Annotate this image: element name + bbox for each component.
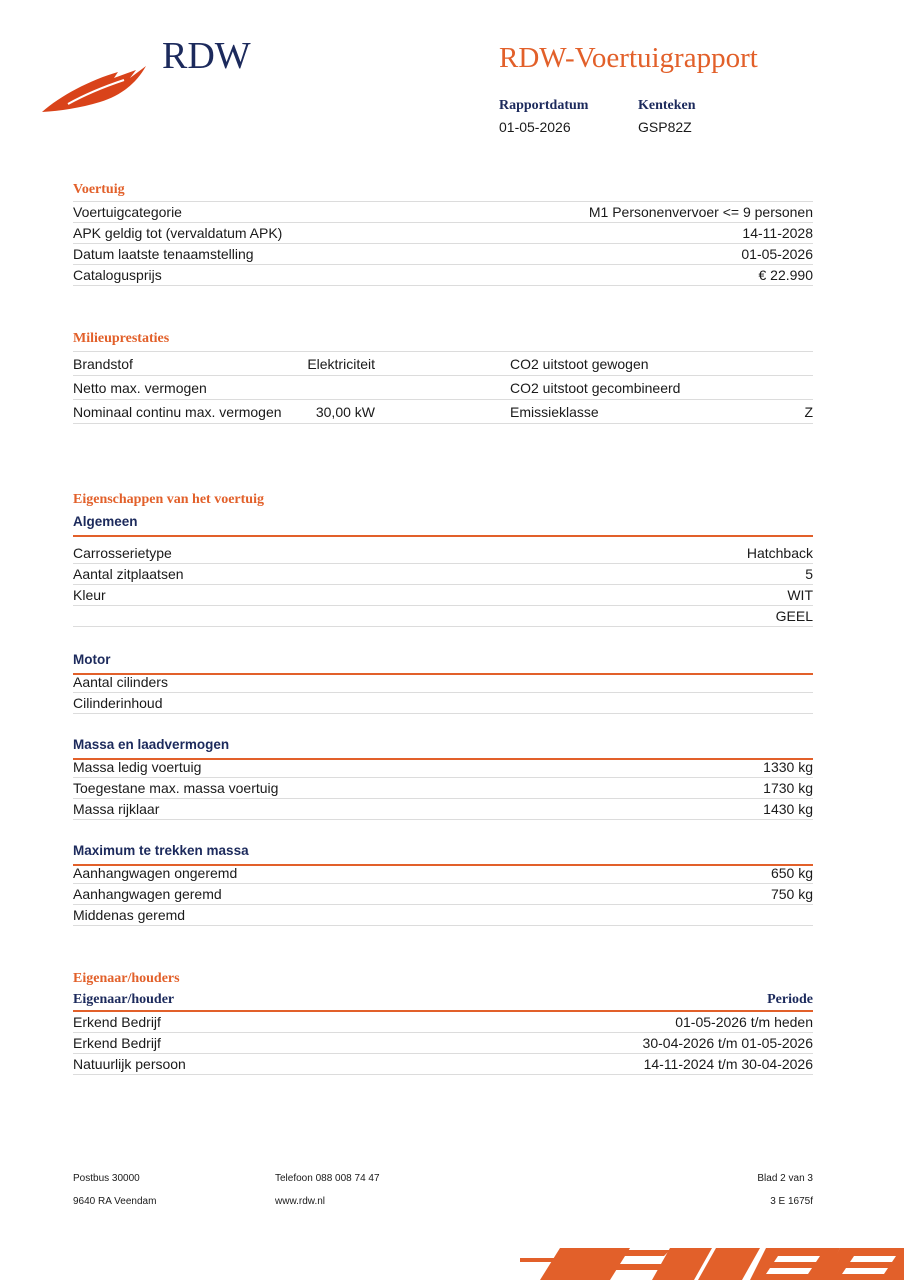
section-title-eigenschappen: Eigenschappen van het voertuig <box>73 492 264 507</box>
massa-table <box>73 757 813 820</box>
table-row <box>73 863 813 884</box>
row-value: 01-05-2026 t/m heden <box>675 1014 813 1030</box>
table-row <box>73 672 813 693</box>
row-label: Erkend Bedrijf <box>73 1014 161 1030</box>
row-label: Nominaal continu max. vermogen <box>73 404 282 420</box>
table-header <box>73 990 813 1012</box>
table-row <box>73 400 813 424</box>
plate-value: GSP82Z <box>638 119 692 135</box>
decorative-stripes-icon <box>520 1244 904 1280</box>
voertuig-table <box>73 201 813 286</box>
row-value: 14-11-2028 <box>742 225 813 241</box>
row-value: 1430 kg <box>763 801 813 817</box>
column-header-periode: Periode <box>767 992 813 1007</box>
row-label: Aantal cilinders <box>73 674 168 690</box>
logo-text: RDW <box>162 35 251 77</box>
row-label: Carrosserietype <box>73 545 172 561</box>
footer-postbus: Postbus 30000 <box>73 1173 140 1184</box>
footer-page: Blad 2 van 3 <box>757 1173 813 1184</box>
row-label: CO2 uitstoot gewogen <box>510 356 649 372</box>
table-row <box>73 585 813 606</box>
row-label: Toegestane max. massa voertuig <box>73 780 279 796</box>
row-label: Natuurlijk persoon <box>73 1056 186 1072</box>
subsection-title-motor: Motor <box>73 652 813 675</box>
row-value: 650 kg <box>770 865 813 881</box>
algemeen-table <box>73 543 813 627</box>
footer-web: www.rdw.nl <box>275 1196 326 1207</box>
table-row <box>73 1054 813 1075</box>
row-value: 750 kg <box>770 886 813 902</box>
row-label: Netto max. vermogen <box>73 380 207 396</box>
report-date-label: Rapportdatum <box>499 98 589 113</box>
row-label: Aantal zitplaatsen <box>73 566 184 582</box>
subsection-title-algemeen: Algemeen <box>73 514 813 537</box>
row-label: Kleur <box>73 587 106 603</box>
footer-phone: Telefoon 088 008 74 47 <box>275 1173 380 1184</box>
table-row <box>73 1033 813 1054</box>
row-value: Hatchback <box>746 545 813 561</box>
subsection-title-trekken: Maximum te trekken massa <box>73 843 813 866</box>
row-value: Elektriciteit <box>307 356 375 372</box>
table-row <box>73 223 813 244</box>
table-row <box>73 543 813 564</box>
row-label: APK geldig tot (vervaldatum APK) <box>73 225 283 241</box>
row-value: WIT <box>787 587 813 603</box>
table-row <box>73 352 813 376</box>
row-value: € 22.990 <box>758 267 813 283</box>
page-title: RDW-Voertuigrapport <box>499 42 758 74</box>
section-title-voertuig: Voertuig <box>73 182 125 197</box>
table-row <box>73 202 813 223</box>
milieu-table <box>73 351 813 424</box>
table-row <box>73 884 813 905</box>
table-row <box>73 757 813 778</box>
eigenaar-table <box>73 990 813 1075</box>
footer-code: 3 E 1675f <box>770 1196 813 1207</box>
subsection-title-massa: Massa en laadvermogen <box>73 737 813 760</box>
table-row <box>73 905 813 926</box>
row-label: Massa rijklaar <box>73 801 160 817</box>
motor-table <box>73 672 813 714</box>
row-value: 1330 kg <box>763 759 813 775</box>
table-row <box>73 693 813 714</box>
row-value: Z <box>804 404 813 420</box>
row-label: Erkend Bedrijf <box>73 1035 161 1051</box>
row-value: 1730 kg <box>763 780 813 796</box>
row-label: Massa ledig voertuig <box>73 759 202 775</box>
row-value: 01-05-2026 <box>741 246 813 262</box>
rdw-logo-feather-icon <box>40 58 150 114</box>
table-row <box>73 778 813 799</box>
table-row <box>73 564 813 585</box>
row-label: Brandstof <box>73 356 133 372</box>
row-label: Aanhangwagen ongeremd <box>73 865 238 881</box>
row-label: Middenas geremd <box>73 907 186 923</box>
row-value: 14-11-2024 t/m 30-04-2026 <box>643 1056 813 1072</box>
table-row <box>73 1012 813 1033</box>
column-header-eigenaar: Eigenaar/houder <box>73 992 175 1007</box>
table-row <box>73 265 813 286</box>
footer-city: 9640 RA Veendam <box>73 1196 157 1207</box>
table-row <box>73 376 813 400</box>
row-label: Aanhangwagen geremd <box>73 886 222 902</box>
row-label: CO2 uitstoot gecombineerd <box>510 380 681 396</box>
report-date-value: 01-05-2026 <box>499 119 571 135</box>
row-value: GEEL <box>775 608 813 624</box>
section-title-milieu: Milieuprestaties <box>73 331 170 346</box>
row-label: Catalogusprijs <box>73 267 162 283</box>
table-row <box>73 606 813 627</box>
row-label: Cilinderinhoud <box>73 695 163 711</box>
plate-label: Kenteken <box>638 98 696 113</box>
row-value: 5 <box>805 566 813 582</box>
row-value: 30,00 kW <box>315 404 375 420</box>
row-label: Voertuigcategorie <box>73 204 182 220</box>
row-value: 30-04-2026 t/m 01-05-2026 <box>642 1035 813 1051</box>
row-label: Emissieklasse <box>510 404 599 420</box>
section-title-eigenaar: Eigenaar/houders <box>73 971 180 986</box>
table-row <box>73 244 813 265</box>
trekken-table <box>73 863 813 926</box>
row-label: Datum laatste tenaamstelling <box>73 246 254 262</box>
table-row <box>73 799 813 820</box>
row-value: M1 Personenvervoer <= 9 personen <box>588 204 813 220</box>
